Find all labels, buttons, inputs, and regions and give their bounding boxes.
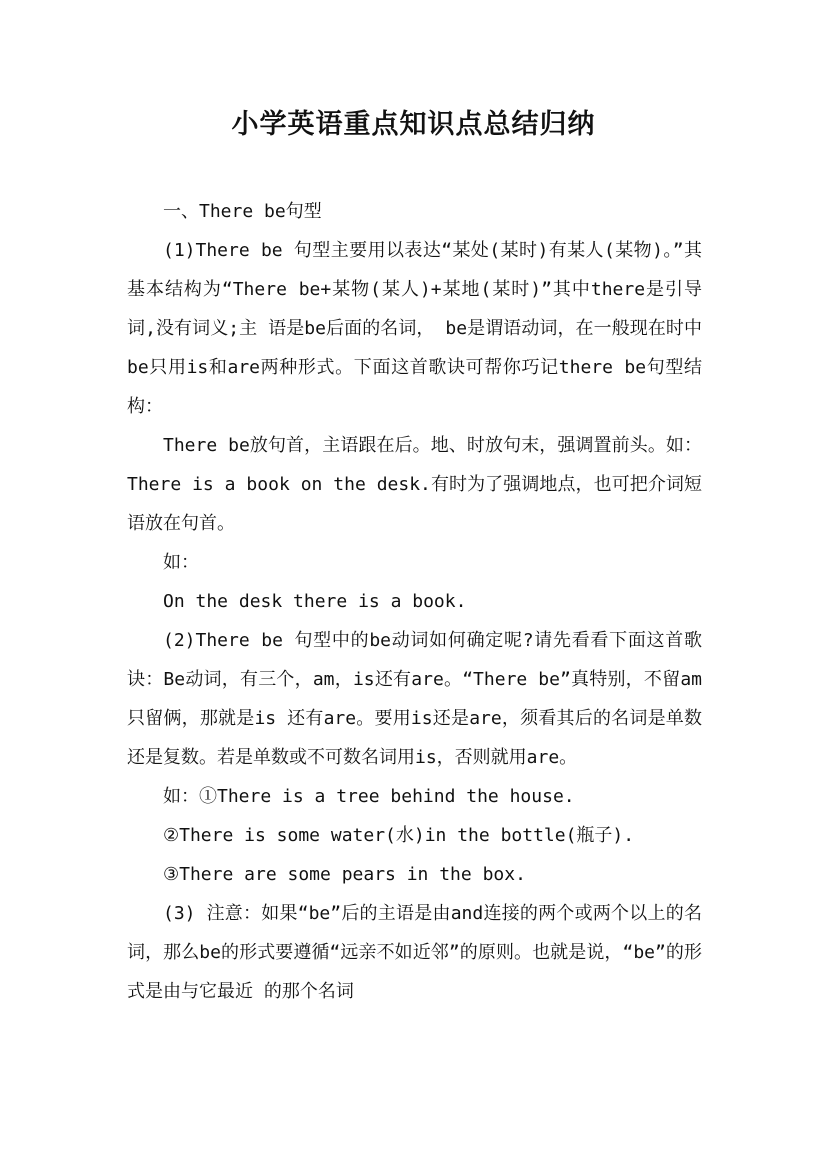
paragraph: (3) 注意：如果“be”后的主语是由and连接的两个或两个以上的名词，那么be的形式要遵循“远亲不如近邻”的原则。也就是说，“be”的形式是由与它最近 的那个名词 <box>127 903 702 1002</box>
example-sentence: 如：①There is a tree behind the house. <box>163 786 575 807</box>
example-sentence: ②There is some water(水)in the bottle(瓶子). <box>163 825 635 846</box>
paragraph: (1)There be 句型主要用以表达“某处(某时)有某人(某物)。”其基本结构为“There be+某物(某人)+某地(某时)”其中there是引导词,没有词义;主 语是be后面的名词， be是谓语动词，在一般现在时中be只用is和are两种形式。下面这首歌诀可帮你巧记there be句型结构： <box>127 240 702 417</box>
example-sentence: ③There are some pears in the box. <box>163 864 526 885</box>
paragraph: 如： <box>163 552 199 573</box>
section-heading: 一、There be句型 <box>163 201 322 222</box>
paragraph: There be放句首，主语跟在后。地、时放句末，强调置前头。如：There is a book on the desk.有时为了强调地点，也可把介词短语放在句首。 <box>127 435 702 534</box>
example-sentence: On the desk there is a book. <box>163 591 467 612</box>
paragraph: (2)There be 句型中的be动词如何确定呢?请先看看下面这首歌诀：Be动词，有三个，am，is还有are。“There be”真特别，不留am只留俩，那就是is 还有are。要用is还是are，须看其后的名词是单数还是复数。若是单数或不可数名词用is，否则就用are。 <box>127 630 702 768</box>
document-body <box>127 192 702 1011</box>
document-title: 小学英语重点知识点总结归纳 <box>231 109 596 140</box>
